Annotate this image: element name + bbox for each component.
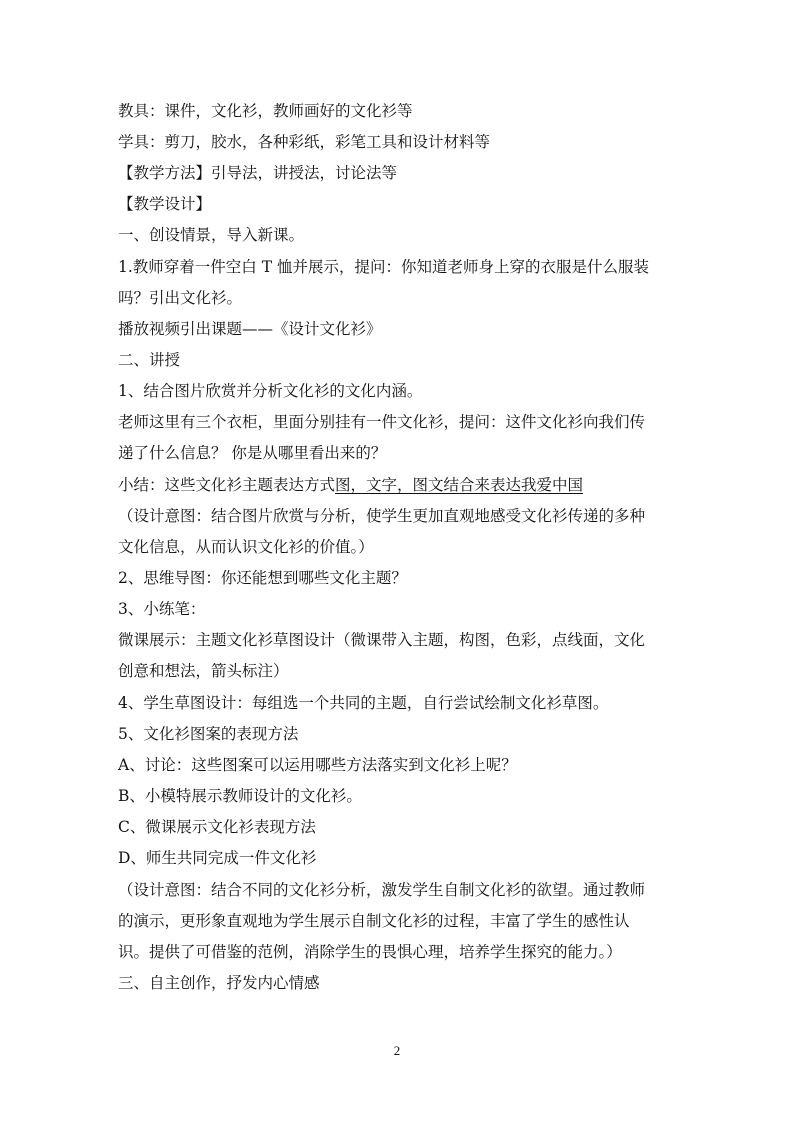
section-heading-3: 三、自主创作，抒发内心情感	[118, 974, 320, 992]
summary-underlined-text: 图，文字，图文结合来表达我爱中国	[335, 476, 584, 494]
text-line: 1.教师穿着一件空白 T 恤并展示，提问：你知道老师身上穿的衣服是什么服装	[118, 258, 649, 276]
text-line-student-materials: 学具：剪刀，胶水，各种彩纸，彩笔工具和设计材料等	[118, 133, 491, 151]
text-line: 吗？引出文化衫。	[118, 289, 243, 307]
text-line: A、讨论：这些图案可以运用哪些方法落实到文化衫上呢？	[118, 756, 517, 774]
text-line: C、微课展示文化衫表现方法	[118, 818, 316, 836]
text-line: 播放视频引出课题——《设计文化衫》	[118, 320, 382, 338]
text-line: 创意和想法，箭头标注）	[118, 662, 289, 680]
text-line: 递了什么信息？ 你是从哪里看出来的？	[118, 444, 387, 462]
section-heading-2: 二、讲授	[118, 351, 181, 369]
text-line: 微课展示：主题文化衫草图设计（微课带入主题，构图，色彩，点线面，文化	[118, 631, 646, 649]
text-line: 1、结合图片欣赏并分析文化衫的文化内涵。	[118, 382, 423, 400]
text-line: D、师生共同完成一件文化衫	[118, 849, 317, 867]
summary-label: 小结：这些文化衫主题表达方式	[118, 476, 336, 494]
text-line: 4、学生草图设计：每组选一个共同的主题，自行尝试绘制文化衫草图。	[118, 694, 609, 712]
page-number: 2	[393, 1043, 401, 1058]
text-line: （设计意图：结合不同的文化衫分析，激发学生自制文化衫的欲望。通过教师	[118, 881, 646, 899]
text-line: （设计意图：结合图片欣赏与分析，使学生更加直观地感受文化衫传递的多种	[118, 507, 646, 525]
text-line-teaching-design-heading: 【教学设计】	[118, 195, 212, 213]
text-line: 2、思维导图：你还能想到哪些文化主题？	[118, 569, 407, 587]
text-line: 的演示，更形象直观地为学生展示自制文化衫的过程，丰富了学生的感性认	[118, 912, 630, 930]
text-line-teaching-methods: 【教学方法】引导法，讲授法，讨论法等	[118, 164, 398, 182]
section-heading-1: 一、创设情景，导入新课。	[118, 226, 305, 244]
text-line: B、小模特展示教师设计的文化衫。	[118, 787, 362, 805]
summary-line	[118, 475, 583, 495]
text-line: 文化信息，从而认识文化衫的价值。）	[118, 538, 374, 556]
text-line: 识。提供了可借鉴的范例，消除学生的畏惧心理，培养学生探究的能力。）	[118, 943, 622, 961]
text-line: 5、文化衫图案的表现方法	[118, 725, 299, 743]
text-line: 3、小练笔：	[118, 600, 206, 618]
text-line: 老师这里有三个衣柜，里面分别挂有一件文化衫，提问：这件文化衫向我们传	[118, 413, 646, 431]
text-line-teaching-aids: 教具：课件，文化衫，教师画好的文化衫等	[118, 102, 413, 120]
